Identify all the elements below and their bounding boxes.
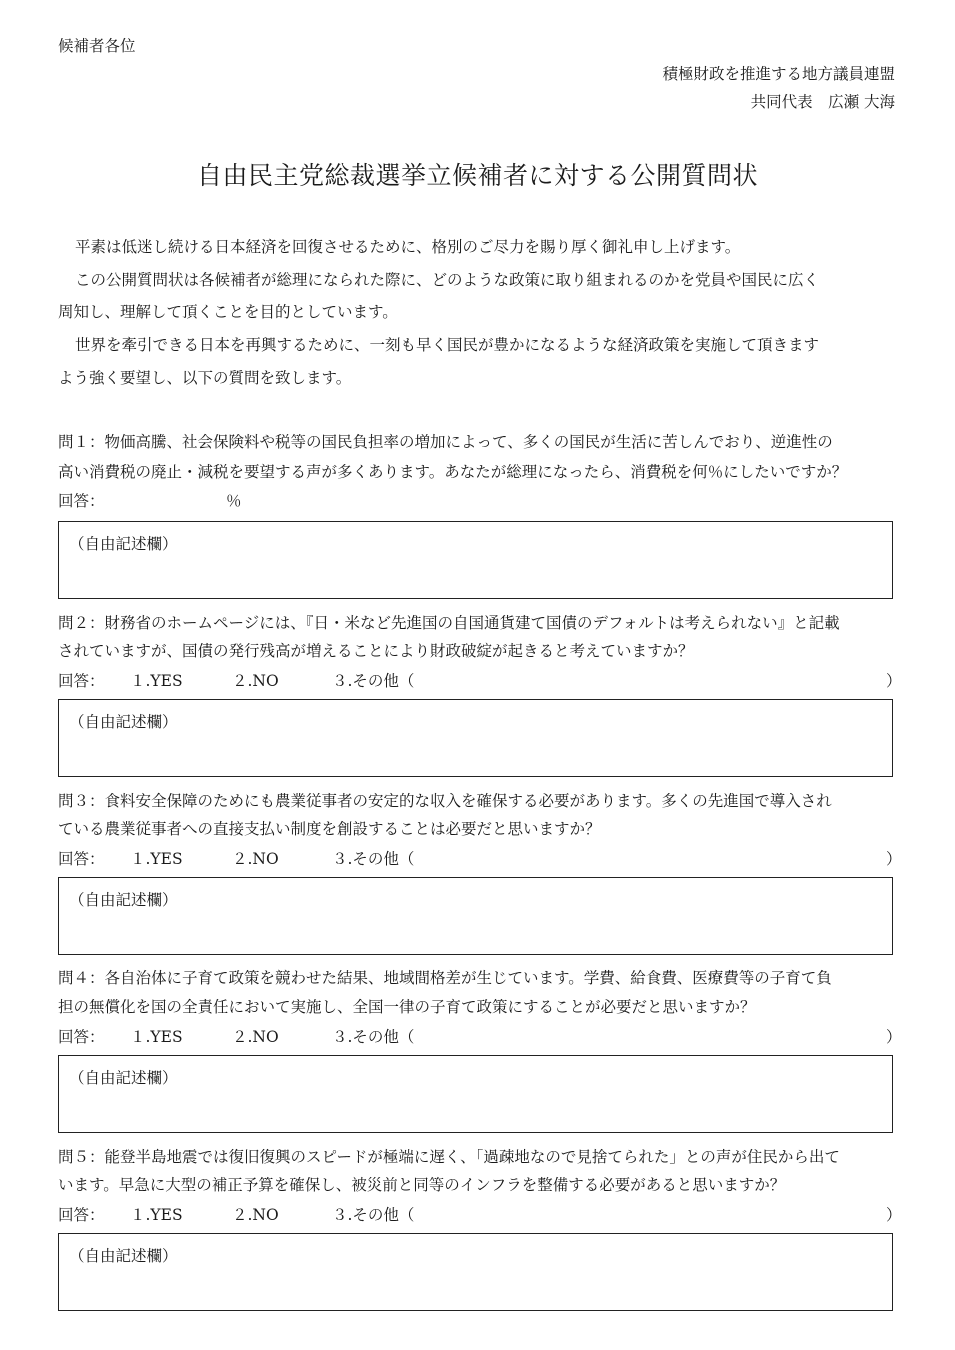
choice-no[interactable]: ２.NO — [232, 850, 279, 868]
sender-organization: 積極財政を推進する地方議員連盟 — [662, 65, 895, 83]
choice-other[interactable]: ３.その他（ — [332, 1206, 415, 1224]
answer-label: 回答： — [58, 1206, 105, 1224]
choice-yes[interactable]: １.YES — [130, 850, 183, 868]
intro-line: この公開質問状は各候補者が総理になられた際に、どのような政策に取り組まれるのかを党員や国民に広く — [75, 271, 820, 289]
answer-label: 回答： — [58, 672, 105, 690]
question-3-line-1: 問３：食料安全保障のためにも農業従事者の安定的な収入を確保する必要があります。多くの先進国で導入され — [58, 792, 832, 810]
document-title: 自由民主党総裁選挙立候補者に対する公開質問状 — [196, 161, 758, 190]
choice-no[interactable]: ２.NO — [232, 1028, 279, 1046]
answer-label: 回答： — [58, 1028, 105, 1046]
intro-line: 周知し、理解して頂くことを目的としています。 — [58, 303, 398, 321]
question-5-line-1: 問５：能登半島地震では復旧復興のスピードが極端に遅く、「過疎地なので見捨てられた」との声が住民から出て — [58, 1148, 840, 1166]
choice-yes[interactable]: １.YES — [130, 672, 183, 690]
question-4-line-2: 担の無償化を国の全責任において実施し、全国一律の子育て政策にすることが必要だと思いますか？ — [58, 998, 756, 1016]
question-2-line-1: 問２：財務省のホームページには、『日・米など先進国の自国通貨建て国債のデフォルトは考えられない』と記載 — [58, 614, 840, 632]
choice-other[interactable]: ３.その他（ — [332, 672, 415, 690]
answer-label: 回答： — [58, 492, 105, 510]
choice-other-close: ） — [886, 672, 902, 690]
choice-yes[interactable]: １.YES — [130, 1028, 183, 1046]
choice-other-close: ） — [886, 1206, 902, 1224]
question-2-free-text-box[interactable] — [58, 699, 893, 777]
answer-label: 回答： — [58, 850, 105, 868]
sender-representative: 共同代表 広瀬 大海 — [750, 93, 895, 111]
question-5-line-2: います。早急に大型の補正予算を確保し、被災前と同等のインフラを整備する必要があると思いますか？ — [58, 1176, 786, 1194]
question-2-line-2: されていますが、国債の発行残高が増えることにより財政破綻が起きると考えていますか？ — [58, 642, 694, 660]
question-1-line-1: 問１：物価高騰、社会保険料や税等の国民負担率の増加によって、多くの国民が生活に苦しんでおり、逆進性の — [58, 433, 833, 451]
choice-other-close: ） — [886, 1028, 902, 1046]
question-4-free-text-box[interactable] — [58, 1055, 893, 1133]
free-text-label: （自由記述欄） — [69, 713, 178, 731]
free-text-label: （自由記述欄） — [69, 891, 178, 909]
free-text-label: （自由記述欄） — [69, 535, 178, 553]
addressee: 候補者各位 — [58, 37, 136, 55]
question-5-free-text-box[interactable] — [58, 1233, 893, 1311]
choice-other[interactable]: ３.その他（ — [332, 1028, 415, 1046]
choice-no[interactable]: ２.NO — [232, 672, 279, 690]
intro-line: よう強く要望し、以下の質問を致します。 — [58, 369, 352, 387]
question-3-line-2: ている農業従事者への直接支払い制度を創設することは必要だと思いますか？ — [58, 820, 601, 838]
choice-no[interactable]: ２.NO — [232, 1206, 279, 1224]
question-3-free-text-box[interactable] — [58, 877, 893, 955]
answer-percent-suffix: ％ — [226, 492, 242, 510]
question-1-free-text-box[interactable] — [58, 521, 893, 599]
free-text-label: （自由記述欄） — [69, 1247, 178, 1265]
choice-other-close: ） — [886, 850, 902, 868]
intro-line: 世界を牽引できる日本を再興するために、一刻も早く国民が豊かになるような経済政策を実施して頂きます — [75, 336, 820, 354]
intro-line: 平素は低迷し続ける日本経済を回復させるために、格別のご尽力を賜り厚く御礼申し上げます。 — [75, 238, 741, 256]
choice-other[interactable]: ３.その他（ — [332, 850, 415, 868]
question-1-line-2: 高い消費税の廃止・減税を要望する声が多くあります。あなたが総理になったら、消費税を何％にしたいですか？ — [58, 463, 848, 481]
free-text-label: （自由記述欄） — [69, 1069, 178, 1087]
question-4-line-1: 問４：各自治体に子育て政策を競わせた結果、地域間格差が生じています。学費、給食費、医療費等の子育て負 — [58, 969, 832, 987]
choice-yes[interactable]: １.YES — [130, 1206, 183, 1224]
